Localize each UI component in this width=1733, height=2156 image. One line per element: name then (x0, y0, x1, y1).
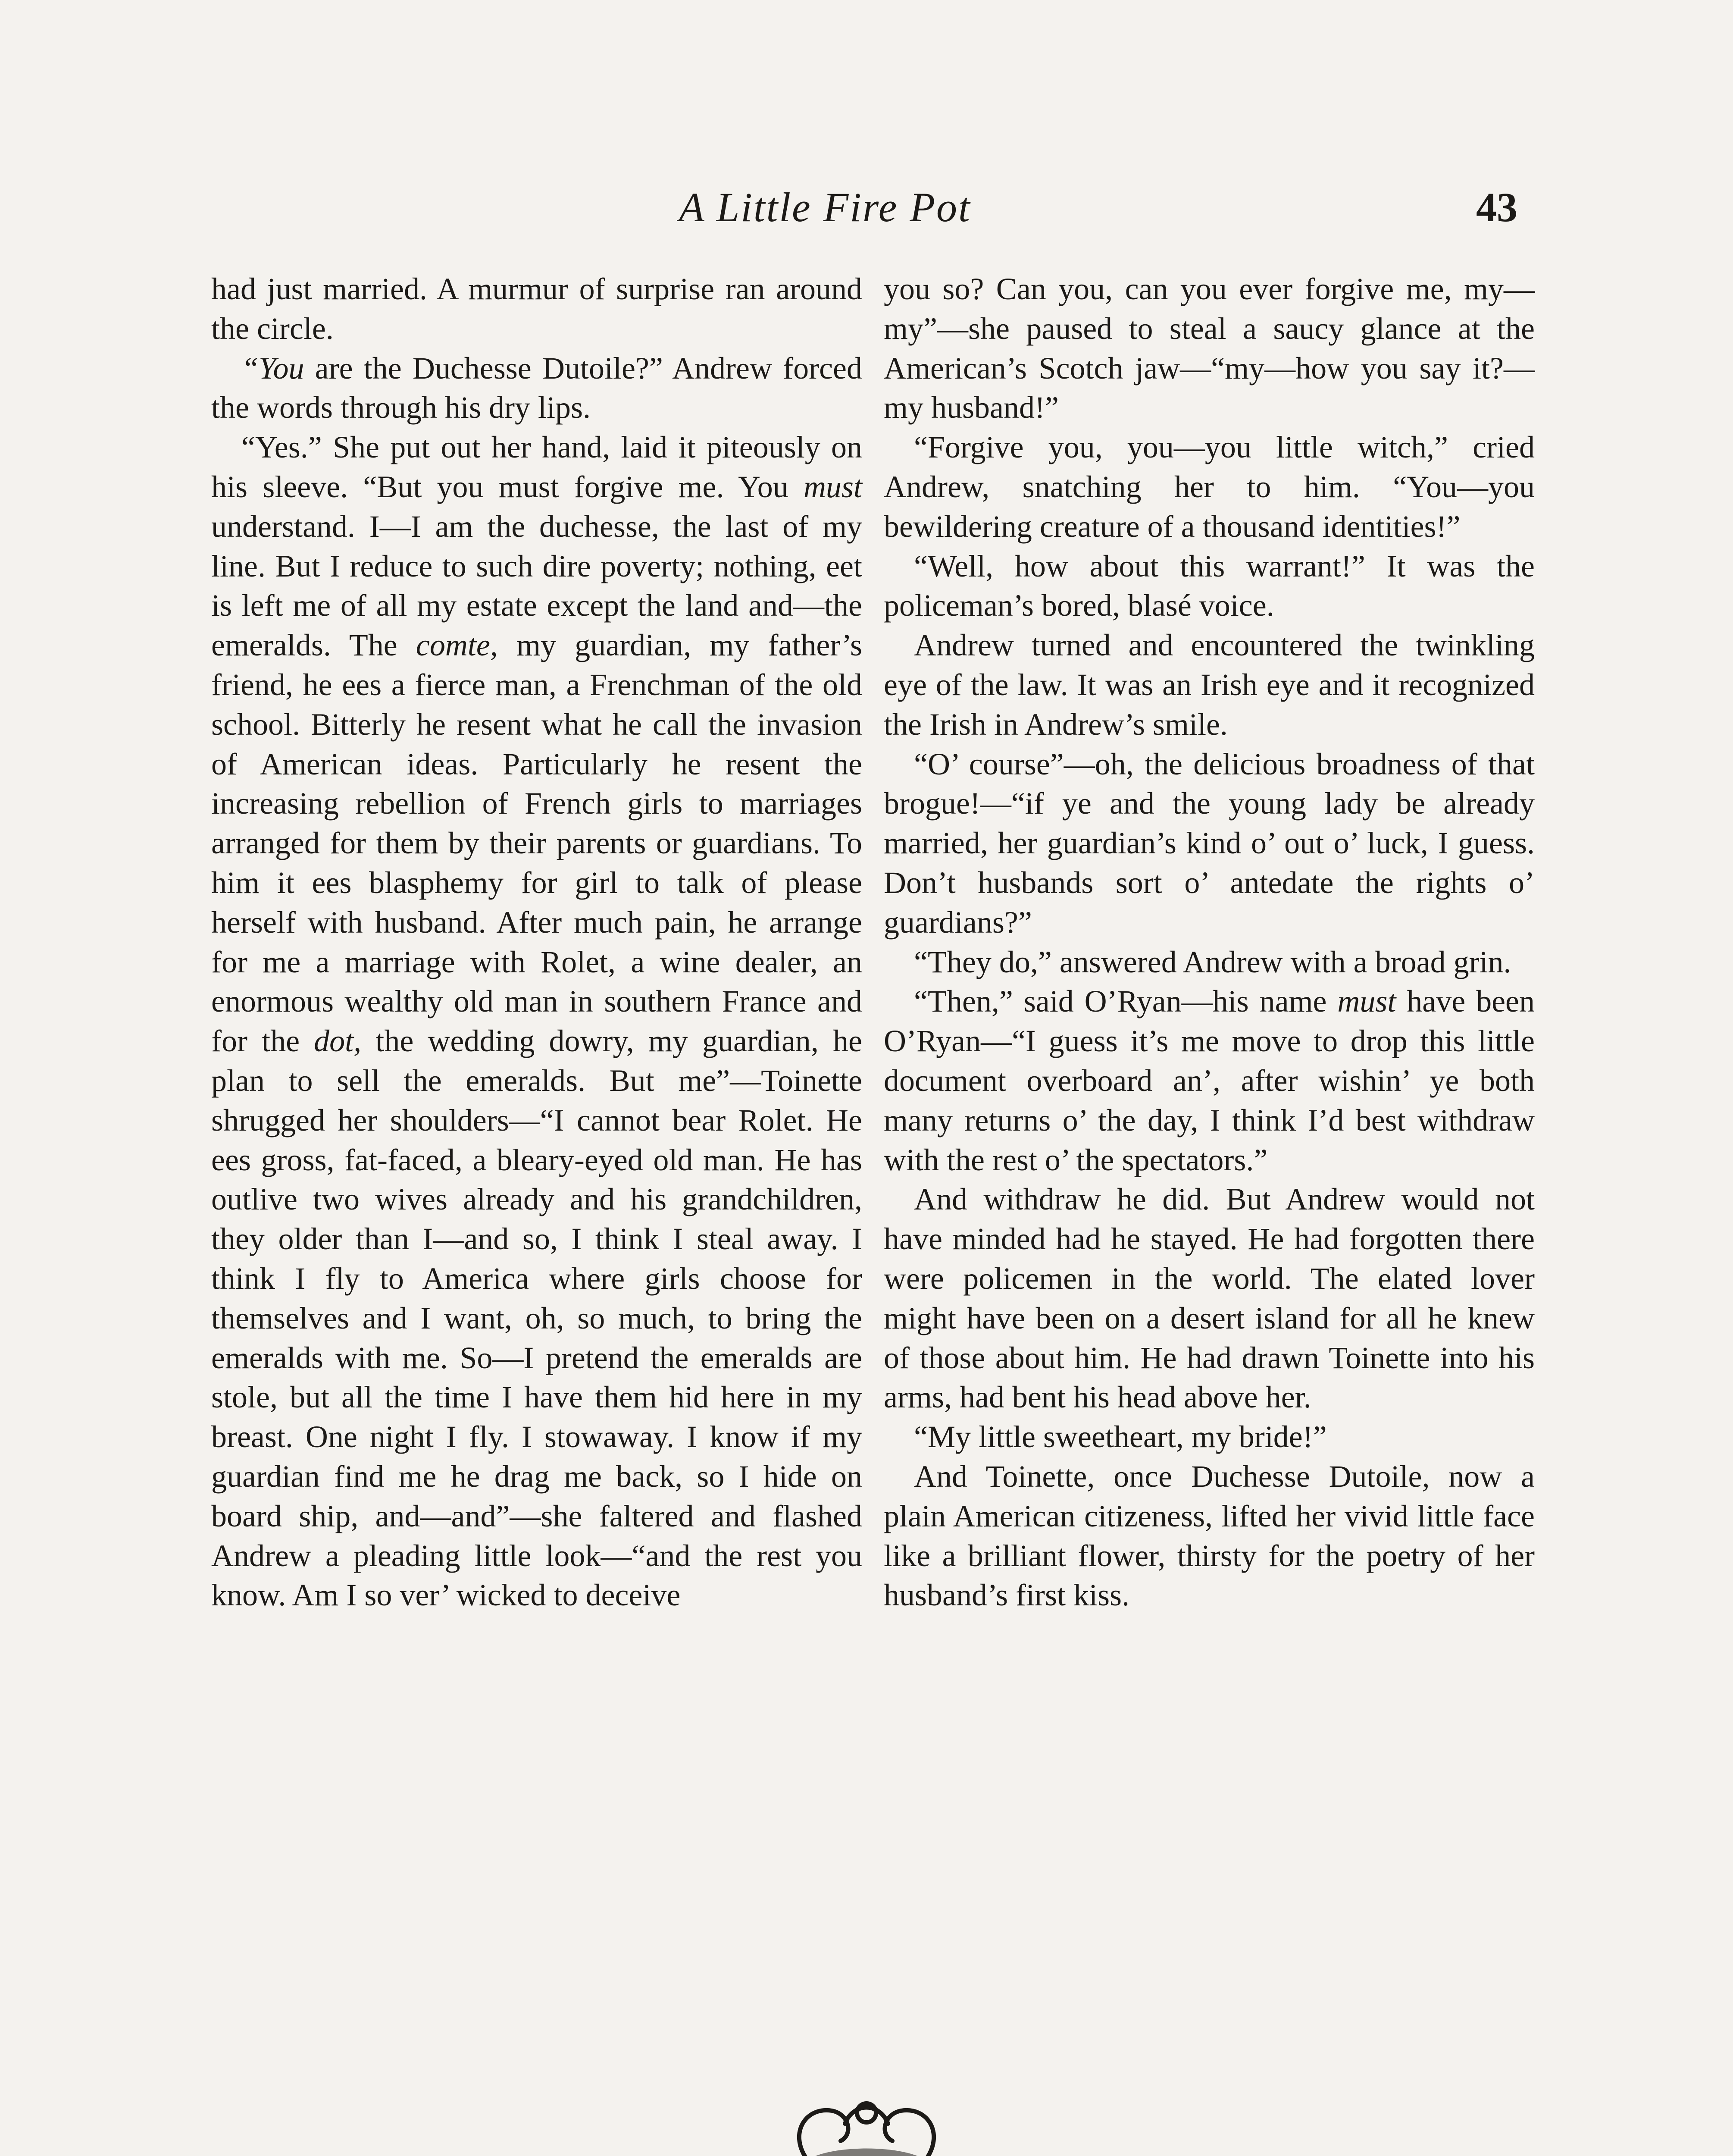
paragraph (211, 349, 862, 428)
text-run: “Yes.” She put out her hand, laid it piteously on his sleeve. “But you must forgive me. You (211, 430, 862, 504)
text-run: And Toinette, once Duchesse Dutoile, now a plain American citizeness, lifted her vivid little face like a brilliant flower, thirsty for the poetry of her husband’s first kiss. (884, 1459, 1535, 1613)
paragraph (211, 270, 862, 349)
paragraph (884, 428, 1535, 546)
left-text-column (211, 270, 862, 1615)
paragraph (884, 943, 1535, 982)
text-run: “O’ course”—oh, the delicious broadness of that brogue!—“if ye and the young lady be already married, her guardian’s kind o’ out o’ luck, I guess. Don’t husbands sort o’ antedate the rights o’ guardians?” (884, 746, 1535, 940)
paragraph (884, 982, 1535, 1180)
paragraph (884, 270, 1535, 428)
text-run: “Forgive you, you—you little witch,” cried Andrew, snatching her to him. “You—you bewildering creature of a thousand identities!” (884, 430, 1535, 544)
text-run: had just married. A murmur of surprise ran around the circle. (211, 272, 862, 346)
text-run: the wedding dowry, my guardian, he plan to sell the emeralds. But me”—Toinette shrugged her shoulders—“I cannot bear Rolet. He ees gross, fat-faced, a bleary-eyed old man. He has outlive two wives already and his grandchildren, they older than I—and so, I think I steal away. I think I fly to America where girls choose for themselves and I want, oh, so much, to bring the emeralds with me. So—I pretend the emeralds are stole, but all the time I have them hid here in my breast. One night I fly. I stowaway. I know if my guardian find me he drag me back, so I hide on board ship, and—and”—she faltered and flashed Andrew a pleading little look—“and the rest you know. Am I so ver’ wicked to deceive (211, 1024, 862, 1613)
text-run: “Well, how about this warrant!” It was the policeman’s bored, blasé voice. (884, 548, 1535, 623)
text-run: have been O’Ryan—“I guess it’s me move to drop this little document overboard an’, after wishin’ ye both many returns o’ the day, I think I’d best withdraw with the rest o’ the spectators.” (884, 984, 1535, 1177)
italic-text-run: must (803, 469, 862, 504)
scroll-and-heart-ornament-icon (341, 2093, 1392, 2156)
text-run: “Then,” said O’Ryan—his name (914, 984, 1338, 1019)
running-title: A Little Fire Pot (679, 184, 971, 230)
paragraph (884, 745, 1535, 943)
italic-text-run: comte, (416, 628, 498, 663)
paragraph (884, 626, 1535, 744)
italic-text-run: dot, (314, 1024, 362, 1059)
right-text-column (884, 270, 1535, 1615)
text-run: understand. I—I am the duchesse, the last of my line. But I reduce to such dire poverty; nothing, eet is left me of all my estate except the land and—the emeralds. The (211, 509, 862, 663)
paragraph (884, 1457, 1535, 1615)
paragraph (884, 1417, 1535, 1457)
paragraph (211, 428, 862, 1615)
italic-text-run: must (1337, 984, 1396, 1019)
text-run: And withdraw he did. But Andrew would not have minded had he stayed. He had forgotten there were policemen in the world. The elated lover might have been on a desert island for all he knew of those about him. He had drawn Toinette into his arms, had bent his head above her. (884, 1182, 1535, 1415)
paragraph (884, 547, 1535, 626)
text-run: Andrew turned and encountered the twinkling eye of the law. It was an Irish eye and it recognized the Irish in Andrew’s smile. (884, 628, 1535, 742)
text-run: “They do,” answered Andrew with a broad grin. (914, 944, 1511, 979)
paragraph (884, 1180, 1535, 1417)
page-number: 43 (1476, 184, 1517, 230)
text-run: my guardian, my father’s friend, he ees a fierce man, a Frenchman of the old school. Bitterly he resent what he call the invasion of American ideas. Particularly he resent the increasing rebellion of French girls to marriages arranged for them by their parents or guardians. To him it ees blasphemy for girl to talk of please herself with husband. After much pain, he arrange for me a marriage with Rolet, a wine dealer, an enormous wealthy old man in southern France and for the (211, 628, 863, 1059)
text-run: are the Duchesse Dutoile?” Andrew forced the words through his dry lips. (211, 351, 862, 425)
text-run: “My little sweetheart, my bride!” (914, 1420, 1327, 1454)
running-head (211, 183, 1517, 244)
italic-text-run: “You (241, 351, 304, 385)
text-run: you so? Can you, can you ever forgive me, my—my”—she paused to steal a saucy glance at the American’s Scotch jaw—“my—how you say it?—my husband!” (884, 272, 1535, 425)
